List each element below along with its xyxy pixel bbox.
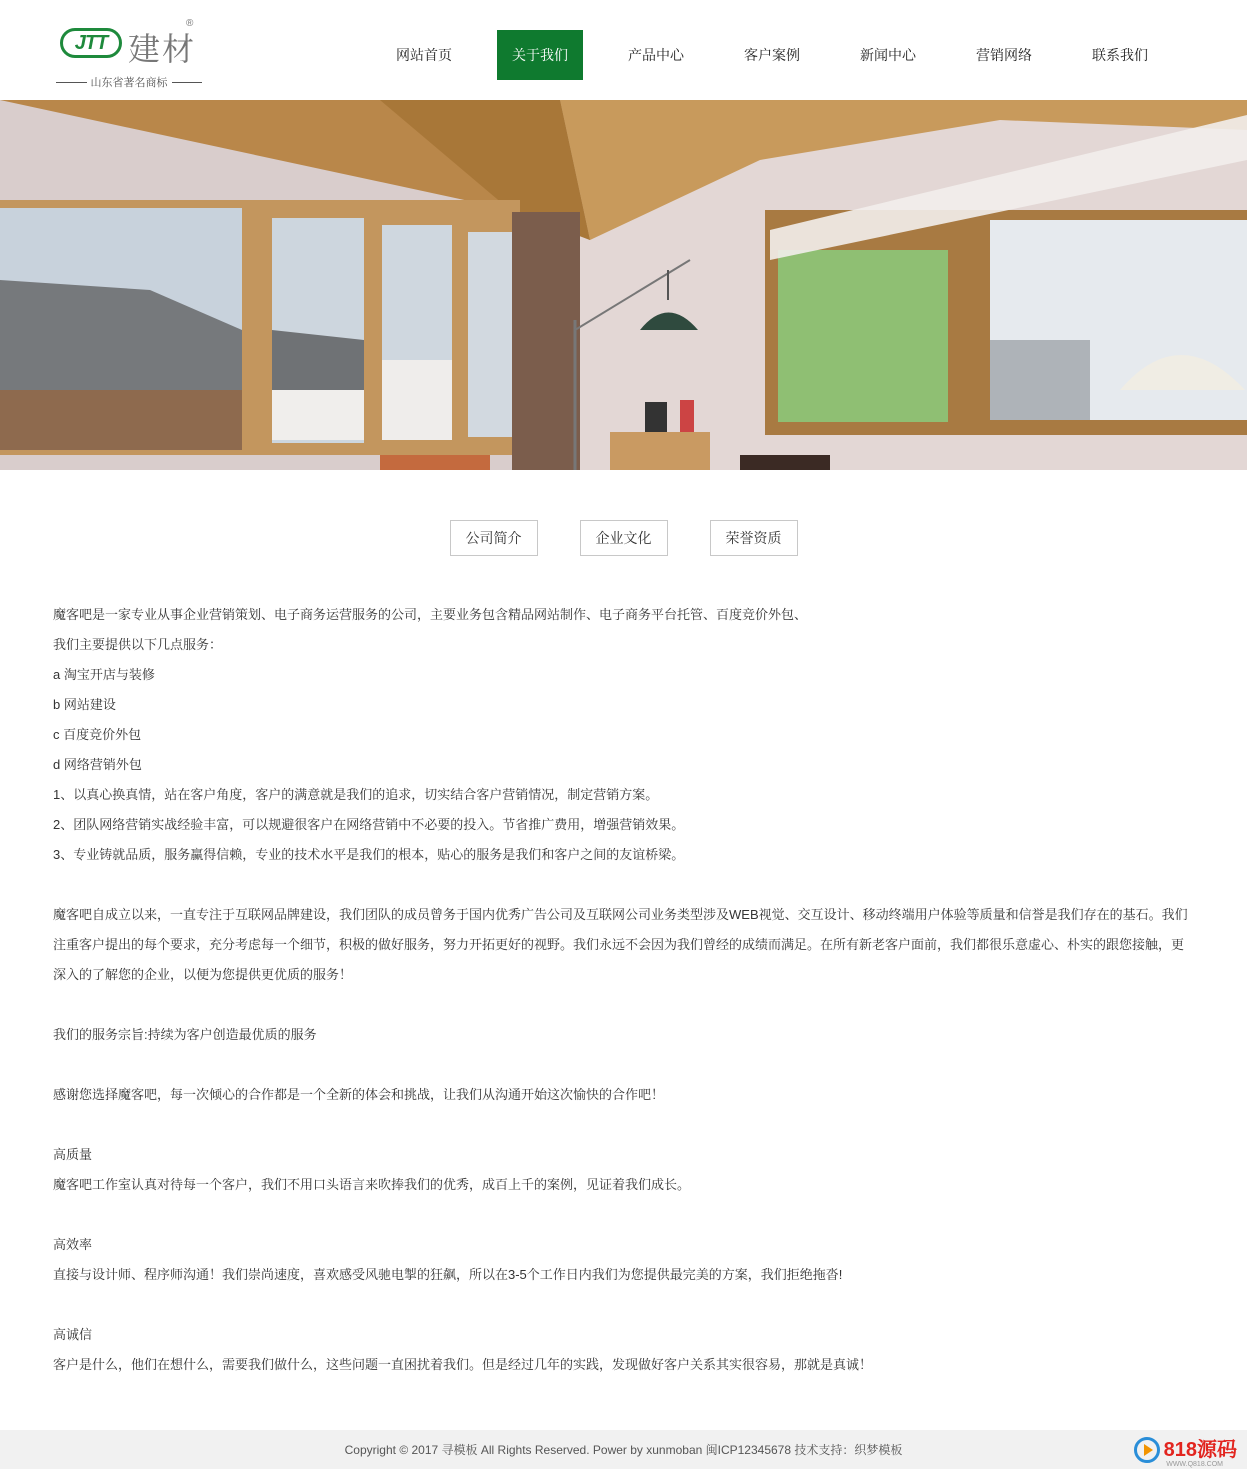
nav-item-news[interactable]: 新闻中心 bbox=[860, 47, 916, 63]
content-paragraph: 感谢您选择魔客吧，每一次倾心的合作都是一个全新的体会和挑战，让我们从沟通开始这次愉快的合作吧！ bbox=[53, 1087, 665, 1102]
watermark-url: WWW.Q818.COM bbox=[1166, 1461, 1223, 1468]
section-heading: 高诚信 bbox=[53, 1327, 93, 1342]
content-paragraph: 客户是什么，他们在想什么，需要我们做什么，这些问题一直困扰着我们。但是经过几年的实践，发现做好客户关系其实很容易，那就是真诚！ bbox=[53, 1357, 873, 1372]
watermark-text: 818源码 bbox=[1163, 1438, 1237, 1461]
tab-honors[interactable]: 荣誉资质 bbox=[710, 520, 798, 556]
spacer bbox=[53, 1110, 1193, 1140]
nav-item-products[interactable]: 产品中心 bbox=[628, 47, 684, 63]
section-heading: 高效率 bbox=[53, 1237, 93, 1252]
nav-item-network[interactable]: 营销网络 bbox=[976, 47, 1032, 63]
section-heading: 高质量 bbox=[53, 1147, 93, 1162]
content-paragraph: 魔客吧是一家专业从事企业营销策划、电子商务运营服务的公司，主要业务包含精品网站制作、电子商务平台托管、百度竞价外包、 bbox=[53, 607, 808, 622]
logo-subtitle-text: 山东省著名商标 bbox=[90, 77, 168, 89]
watermark-logo bbox=[1134, 1430, 1237, 1469]
nav-item-contact[interactable]: 联系我们 bbox=[1092, 47, 1148, 63]
tab-corporate-culture[interactable]: 企业文化 bbox=[580, 520, 668, 556]
banner-illustration bbox=[0, 100, 1247, 470]
nav-item-about[interactable]: 关于我们 bbox=[497, 30, 583, 80]
service-item: b 网站建设 bbox=[53, 697, 116, 712]
logo-badge: JTT bbox=[60, 28, 122, 58]
content-paragraph: 3、专业铸就品质，服务赢得信赖，专业的技术水平是我们的根本，贴心的服务是我们和客户之间的友谊桥梁。 bbox=[53, 847, 685, 862]
logo-subtitle bbox=[56, 74, 202, 90]
logo-divider bbox=[56, 82, 87, 83]
content-paragraph: 我们主要提供以下几点服务： bbox=[53, 637, 223, 652]
logo-divider bbox=[172, 82, 203, 83]
content-paragraph: 我们的服务宗旨:持续为客户创造最优质的服务 bbox=[53, 1027, 317, 1042]
spacer bbox=[53, 990, 1193, 1020]
content-paragraph: 魔客吧自成立以来，一直专注于互联网品牌建设，我们团队的成员曾务于国内优秀广告公司及互联网公司业务类型涉及WEB视觉、交互设计、移动终端用户体验等质量和信誉是我们存在的基石。我们注重客户提出的每个要求，充分考虑每一个细节，积极的做好服务，努力开拓更好的视野。我们永远不会因为我们曾经的成绩而满足。在所有新老客户面前，我们都很乐意虚心、朴实的跟您接触，更深入的了解您的企业，以便为您提供更优质的服务！ bbox=[53, 907, 1188, 982]
logo-text: 建材 bbox=[128, 30, 197, 68]
nav-item-cases[interactable]: 客户案例 bbox=[744, 47, 800, 63]
copyright-text: Copyright © 2017 寻模板 All Rights Reserved. Power by xunmoban 闽ICP12345678 技术支持：织梦模板 bbox=[344, 1443, 903, 1457]
spacer bbox=[53, 870, 1193, 900]
spacer bbox=[53, 1050, 1193, 1080]
registered-mark: ® bbox=[186, 18, 194, 29]
service-item: a 淘宝开店与装修 bbox=[53, 667, 155, 682]
content-paragraph: 直接与设计师、程序师沟通！我们崇尚速度，喜欢感受风驰电掣的狂飙，所以在3-5个工作日内我们为您提供最完美的方案，我们拒绝拖沓! bbox=[53, 1267, 843, 1282]
site-logo[interactable] bbox=[56, 18, 206, 90]
hero-banner-image bbox=[0, 100, 1247, 470]
content-paragraph: 魔客吧工作室认真对待每一个客户，我们不用口头语言来吹捧我们的优秀，成百上千的案例，见证着我们成长。 bbox=[53, 1177, 691, 1192]
content-paragraph: 1、以真心换真情，站在客户角度，客户的满意就是我们的追求，切实结合客户营销情况，制定营销方案。 bbox=[53, 787, 659, 802]
spacer bbox=[53, 1200, 1193, 1230]
site-header bbox=[0, 0, 1247, 100]
article-content bbox=[53, 600, 1193, 1380]
nav-item-home[interactable]: 网站首页 bbox=[396, 47, 452, 63]
about-subnav bbox=[0, 520, 1247, 556]
tab-company-profile[interactable]: 公司简介 bbox=[450, 520, 538, 556]
service-item: d 网络营销外包 bbox=[53, 757, 142, 772]
spacer bbox=[53, 1290, 1193, 1320]
content-paragraph: 2、团队网络营销实战经验丰富，可以规避很客户在网络营销中不必要的投入。节省推广费用，增强营销效果。 bbox=[53, 817, 685, 832]
main-nav bbox=[366, 30, 1178, 80]
service-item: c 百度竞价外包 bbox=[53, 727, 142, 742]
play-icon bbox=[1134, 1437, 1160, 1463]
site-footer bbox=[0, 1430, 1247, 1469]
